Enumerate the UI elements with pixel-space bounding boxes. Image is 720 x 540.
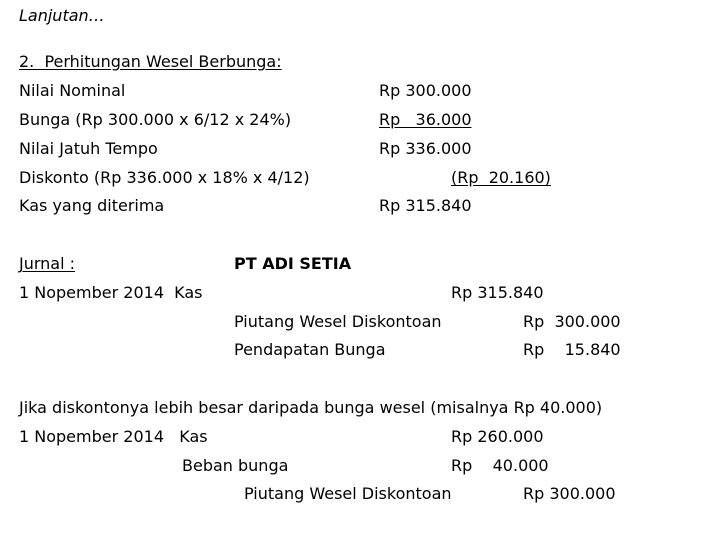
journal2-debit2-account: Beban bunga: [182, 456, 289, 475]
calc-value-maturity: Rp 336.000: [379, 139, 472, 158]
calc-value-nominal: Rp 300.000: [379, 81, 472, 100]
journal2-date-account: 1 Nopember 2014 Kas: [19, 427, 208, 446]
journal1-credit1-value: Rp 300.000: [523, 312, 621, 331]
journal1-credit1-account: Piutang Wesel Diskontoan: [234, 312, 442, 331]
journal2-debit2-value: Rp 40.000: [451, 456, 549, 475]
calc-label-cash: Kas yang diterima: [19, 196, 165, 215]
journal2-credit-account: Piutang Wesel Diskontoan: [244, 484, 452, 503]
journal2-kas-debit: Rp 260.000: [451, 427, 544, 446]
calc-label-maturity: Nilai Jatuh Tempo: [19, 139, 158, 158]
calc-label-discount: Diskonto (Rp 336.000 x 18% x 4/12): [19, 168, 310, 187]
journal1-kas-debit: Rp 315.840: [451, 283, 544, 302]
company-name: PT ADI SETIA: [234, 254, 352, 273]
calc-label-interest: Bunga (Rp 300.000 x 6/12 x 24%): [19, 110, 292, 129]
calc-label-nominal: Nilai Nominal: [19, 81, 126, 100]
journal2-credit-value: Rp 300.000: [523, 484, 616, 503]
journal-heading: Jurnal :: [19, 254, 76, 273]
calc-value-interest: Rp 36.000: [379, 110, 472, 129]
journal1-credit2-account: Pendapatan Bunga: [234, 340, 386, 359]
calc-value-discount: (Rp 20.160): [451, 168, 551, 187]
journal1-date-account: 1 Nopember 2014 Kas: [19, 283, 203, 302]
journal2-note: Jika diskontonya lebih besar daripada bunga wesel (misalnya Rp 40.000): [19, 398, 603, 417]
calc-value-cash: Rp 315.840: [379, 196, 472, 215]
section-title: 2. Perhitungan Wesel Berbunga:: [19, 52, 282, 71]
continuation-label: Lanjutan…: [19, 6, 105, 25]
journal1-credit2-value: Rp 15.840: [523, 340, 621, 359]
